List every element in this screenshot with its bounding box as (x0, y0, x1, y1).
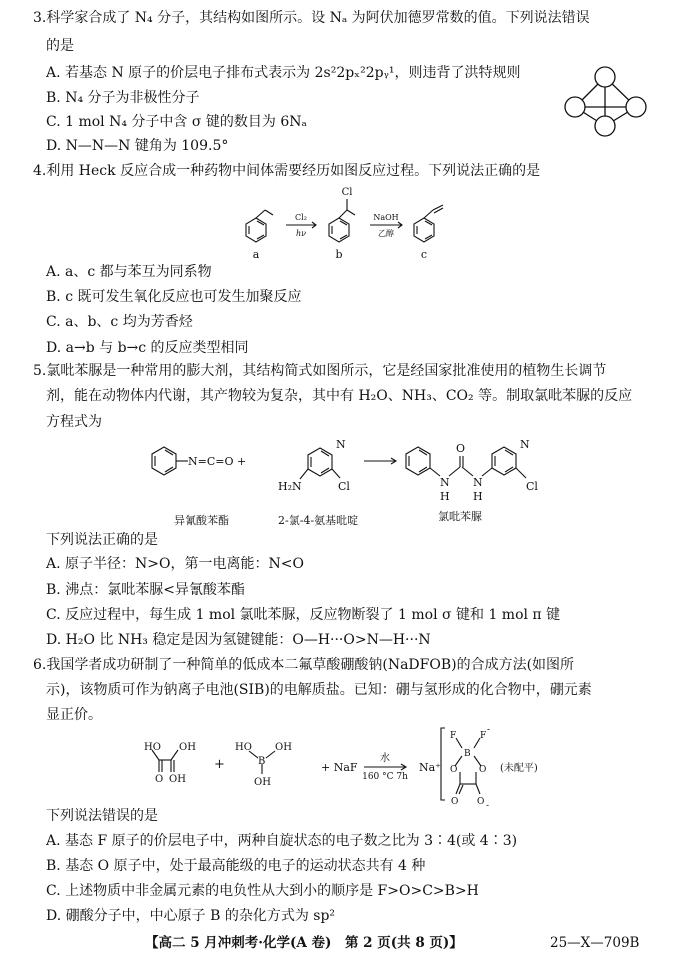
q6-f1: F (450, 731, 457, 741)
q4-label-b: b (335, 248, 343, 261)
q5-product-cl: Cl (526, 480, 538, 493)
q6-oxalic-oh: OH (179, 742, 196, 753)
q4-label-a: a (252, 248, 260, 261)
q6-options-intro: 下列说法错误的是 (46, 808, 158, 824)
n4-structure-figure (558, 62, 654, 144)
q6-oxalic-ho: HO (144, 742, 161, 753)
q5-option-a: A. 原子半径：N>O，第一电离能：N<O (46, 556, 304, 572)
q6-note: (未配平) (500, 763, 538, 774)
q5-name-reactant1: 异氰酸苯酯 (174, 514, 229, 527)
footer-code: 25—X—709B (550, 935, 640, 951)
q6-na-ion: Na⁺ (419, 761, 441, 774)
q3-option-c: C. 1 mol N₄ 分子中含 σ 键的数目为 6Nₐ (46, 114, 307, 130)
q4-cond2-bottom: 乙醇 (378, 229, 394, 238)
q6-option-b: B. 基态 O 原子中，处于最高能级的电子的运动状态共有 4 种 (46, 858, 426, 874)
q6-oxalic-o1: O (155, 774, 164, 785)
q5-option-d: D. H₂O 比 NH₃ 稳定是因为氢键键能：O—H···O>N—H···N (46, 632, 431, 648)
q3-option-b: B. N₄ 分子为非极性分子 (46, 90, 200, 106)
q6-ring-o3: O (451, 797, 459, 807)
q6-stem-line3: 显正价。 (46, 707, 102, 723)
q5-h2n-label: H₂N (278, 480, 302, 493)
q6-boric-b: B (258, 756, 266, 767)
q6-ring-o2: O (479, 765, 487, 775)
q4-label-c: c (420, 248, 428, 261)
q6-oxalic-o2: OH (169, 774, 186, 785)
q5-product-n: N (520, 438, 530, 451)
q5-n2-label: N (473, 476, 483, 489)
q4-stem: 4.利用 Heck 反应合成一种药物中间体需要经历如图反应过程。下列说法正确的是 (33, 163, 541, 179)
q5-isocyanate-group: N=C=O + (188, 455, 247, 468)
q4-option-b: B. c 既可发生氧化反应也可发生加聚反应 (46, 289, 302, 305)
q6-f2: F (480, 731, 487, 741)
q6-ring-o4: O (477, 797, 485, 807)
q6-boric-oh: OH (275, 742, 292, 753)
footer-title: 【高二 5 月冲刺考·化学(A 卷) 第 2 页(共 8 页)】 (145, 935, 463, 951)
q3-stem-line1: 3.科学家合成了 N₄ 分子，其结构如图所示。设 Nₐ 为阿伏加德罗常数的值。下列说法错误 (33, 10, 590, 26)
q3-option-d: D. N—N—N 键角为 109.5° (46, 138, 229, 154)
q5-stem-line3: 方程式为 (46, 414, 102, 430)
q5-stem-line2: 剂，能在动物体内代谢，其产物较为复杂，其中有 H₂O、NH₃、CO₂ 等。制取氯吡苯脲的反应 (46, 388, 633, 404)
q5-h1-label: H (440, 490, 450, 503)
q4-cond2-top: NaOH (373, 213, 399, 222)
q5-reaction-scheme (140, 434, 560, 528)
q4-option-c: C. a、b、c 均为芳香烃 (46, 314, 193, 330)
q6-option-c: C. 上述物质中非金属元素的电负性从大到小的顺序是 F>O>C>B>H (46, 883, 479, 899)
q6-stem-line1: 6.我国学者成功研制了一种简单的低成本二氟草酸硼酸钠(NaDFOB)的合成方法(如图所 (33, 657, 575, 673)
q4-cond1-bottom: hν (295, 229, 307, 238)
q5-name-product: 氯吡苯脲 (438, 510, 482, 523)
q6-plus-sign: + (214, 757, 225, 772)
q3-stem-line2: 的是 (46, 38, 74, 54)
q6-naf: + NaF (321, 761, 358, 774)
q4-option-d: D. a→b 与 b→c 的反应类型相同 (46, 340, 249, 356)
q6-cond-top: 水 (380, 753, 390, 764)
q6-ring-o1: O (450, 765, 458, 775)
q5-h2-label: H (473, 490, 483, 503)
q6-charge-top: - (487, 725, 491, 735)
q4-cond1-top: Cl₂ (295, 213, 307, 222)
q3-option-a: A. 若基态 N 原子的价层电子排布式表示为 2s²2pₓ²2pᵧ¹，则违背了洪特规则 (46, 65, 521, 81)
q6-ring-b: B (464, 749, 471, 759)
q6-option-a: A. 基态 F 原子的价层电子中，两种自旋状态的电子数之比为 3∶4(或 4∶3) (46, 833, 518, 849)
q5-option-c: C. 反应过程中，每生成 1 mol 氯吡苯脲，反应物断裂了 1 mol σ 键和 1 mol π 键 (46, 607, 561, 623)
q5-name-reactant2: 2-氯-4-氨基吡啶 (278, 514, 359, 527)
q5-option-b: B. 沸点：氯吡苯脲<异氰酸苯酯 (46, 582, 245, 598)
q5-pyridine-n: N (336, 438, 346, 451)
q6-boric-oh2: OH (254, 777, 271, 788)
q6-stem-line2: 示)，该物质可作为钠离子电池(SIB)的电解质盐。已知：硼与氢形成的化合物中，硼元素 (46, 682, 592, 698)
q6-cond-bottom: 160 °C 7h (362, 772, 408, 782)
q6-reaction-scheme (140, 724, 580, 810)
q5-n1-label: N (440, 476, 450, 489)
q5-cl-label: Cl (338, 480, 350, 493)
q6-boric-ho: HO (235, 742, 252, 753)
q5-o-label: O (456, 442, 466, 455)
q6-option-d: D. 硼酸分子中，中心原子 B 的杂化方式为 sp² (46, 908, 336, 924)
q4-reaction-scheme (228, 184, 478, 264)
q4-cl-label: Cl (341, 187, 353, 198)
q6-charge-bottom: - (486, 801, 490, 810)
q4-option-a: A. a、c 都与苯互为同系物 (46, 264, 212, 280)
q5-options-intro: 下列说法正确的是 (46, 532, 158, 548)
q5-stem-line1: 5.氯吡苯脲是一种常用的膨大剂，其结构简式如图所示，它是经国家批准使用的植物生长调节 (33, 363, 607, 379)
